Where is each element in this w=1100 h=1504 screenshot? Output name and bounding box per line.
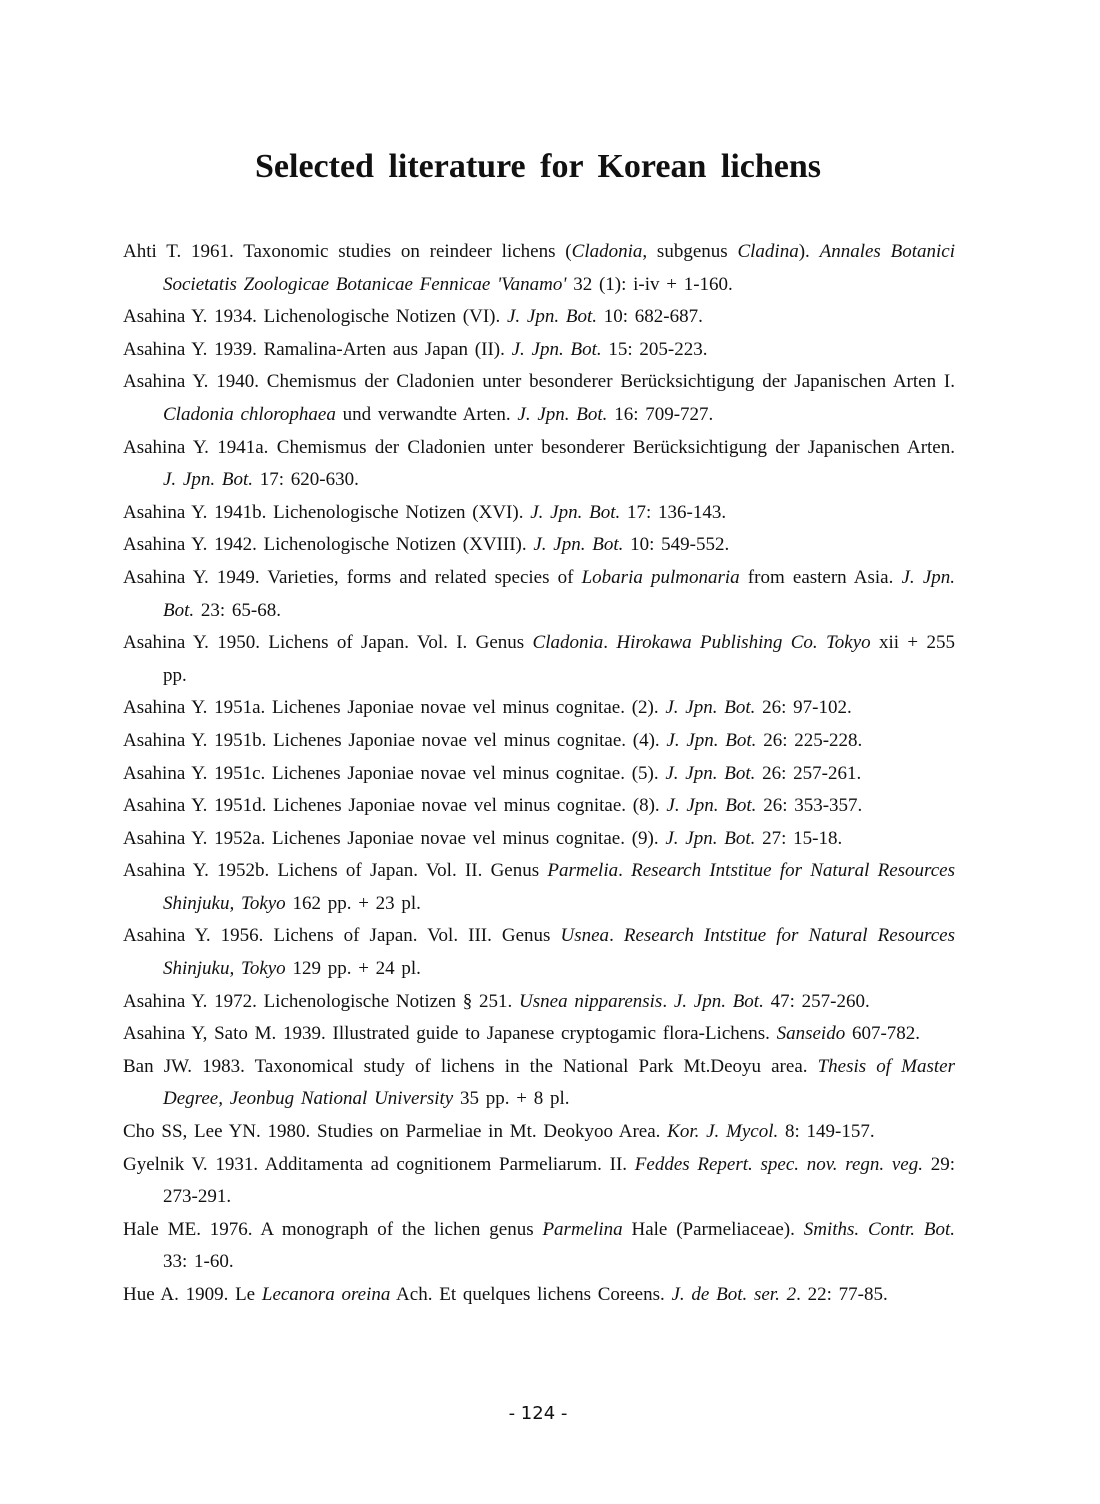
reference-italic-text: J. Jpn. Bot. xyxy=(511,338,602,360)
reference-item xyxy=(123,758,955,791)
reference-italic-text: Usnea xyxy=(560,925,610,947)
reference-item xyxy=(123,301,955,334)
reference-text: . xyxy=(662,990,674,1012)
reference-text: Ach. Et quelques lichens Coreens. xyxy=(390,1284,672,1305)
reference-text: Asahina Y. 1941a. Chemismus der Cladonien unter besonderer Berücksichtigung der Japanischen Arten. xyxy=(123,436,955,458)
reference-italic-text: J. Jpn. Bot. xyxy=(665,827,756,849)
reference-text: 15: 205-223. xyxy=(601,338,708,360)
reference-italic-text: Cladonia xyxy=(571,241,643,262)
reference-italic-text: J. Jpn. Bot. xyxy=(665,697,756,719)
reference-italic-text: Research Intstitue for Natural Resources Shinjuku, Tokyo xyxy=(163,925,956,980)
reference-italic-text: J. Jpn. Bot. xyxy=(530,501,621,523)
reference-item xyxy=(123,1279,955,1312)
reference-text: Asahina Y. 1952b. Lichens of Japan. Vol. II. Genus xyxy=(123,860,548,882)
reference-item xyxy=(123,627,955,692)
reference-italic-text: Research Intstitue for Natural Resources Shinjuku, Tokyo xyxy=(163,860,956,914)
reference-italic-text: Usnea nipparensis xyxy=(519,990,663,1012)
reference-list xyxy=(123,236,955,1312)
reference-italic-text: Parmelina xyxy=(542,1218,623,1240)
reference-item xyxy=(123,1149,955,1214)
page-title: Selected literature for Korean lichens xyxy=(255,148,821,185)
reference-italic-text: Smiths. Contr. Bot. xyxy=(803,1218,955,1240)
reference-italic-text: Cladina xyxy=(737,241,799,262)
reference-text: Asahina Y, Sato M. 1939. Illustrated guide to Japanese cryptogamic flora-Lichens. xyxy=(123,1023,777,1045)
reference-item xyxy=(123,562,955,627)
reference-text: . xyxy=(603,632,617,654)
reference-text: 35 pp. + 8 pl. xyxy=(453,1088,570,1110)
reference-text: Asahina Y. 1949. Varieties, forms and related species of xyxy=(123,566,582,588)
reference-text: Hue A. 1909. Le xyxy=(123,1284,262,1305)
reference-text: Asahina Y. 1972. Lichenologische Notizen § 251. xyxy=(123,990,520,1012)
reference-text: 129 pp. + 24 pl. xyxy=(285,958,421,980)
page-number: - 124 - xyxy=(508,1403,568,1424)
reference-text: 26: 353-357. xyxy=(756,795,863,817)
reference-item xyxy=(123,334,955,367)
reference-text: 607-782. xyxy=(845,1023,921,1045)
reference-italic-text: J. Jpn. Bot. xyxy=(673,990,764,1012)
reference-italic-text: J. Jpn. Bot. xyxy=(507,306,598,328)
reference-text: 16: 709-727. xyxy=(607,403,714,425)
reference-text: ). xyxy=(798,241,820,262)
reference-item xyxy=(123,529,955,562)
reference-italic-text: Cladonia xyxy=(532,632,604,654)
reference-item xyxy=(123,366,955,431)
reference-text: 10: 682-687. xyxy=(597,306,703,328)
reference-text: xii + 255 pp. xyxy=(163,632,955,686)
reference-item xyxy=(123,497,955,530)
reference-italic-text: J. de Bot. ser. 2 xyxy=(671,1284,797,1305)
reference-text: Ahti T. 1961. Taxonomic studies on reindeer lichens ( xyxy=(123,241,572,262)
reference-text: . xyxy=(609,925,624,947)
reference-text: 26: 257-261. xyxy=(755,762,862,784)
reference-text: . 22: 77-85. xyxy=(796,1284,888,1305)
reference-item xyxy=(123,823,955,856)
reference-italic-text: Parmelia xyxy=(547,860,619,882)
reference-text: Asahina Y. 1940. Chemismus der Cladonien unter besonderer Berücksichtigung der Japanischen Arten I. xyxy=(123,371,955,393)
reference-text: Asahina Y. 1951b. Lichenes Japoniae novae vel minus cognitae. (4). xyxy=(123,729,667,751)
reference-item xyxy=(123,855,955,920)
reference-text: 8: 149-157. xyxy=(778,1121,875,1143)
reference-italic-text: J. Jpn. Bot. xyxy=(665,762,756,784)
reference-italic-text: J. Jpn. Bot. xyxy=(163,566,956,621)
reference-text: Hale (Parmeliaceae). xyxy=(622,1218,804,1240)
reference-item xyxy=(123,986,955,1019)
reference-italic-text: Kor. J. Mycol. xyxy=(667,1121,779,1143)
reference-italic-text: J. Jpn. Bot. xyxy=(666,795,757,817)
reference-text: from eastern Asia. xyxy=(739,566,902,588)
reference-item xyxy=(123,236,955,301)
reference-italic-text: Sanseido xyxy=(776,1023,846,1045)
reference-item xyxy=(123,692,955,725)
reference-text: 10: 549-552. xyxy=(623,534,730,556)
reference-text: , subgenus xyxy=(642,241,738,262)
reference-text: Gyelnik V. 1931. Additamenta ad cognitionem Parmeliarum. II. xyxy=(123,1153,635,1175)
reference-text: Ban JW. 1983. Taxonomical study of lichens in the National Park Mt.Deoyu area. xyxy=(123,1055,818,1077)
reference-text: 26: 225-228. xyxy=(756,729,863,751)
reference-item xyxy=(123,1214,955,1279)
reference-text: Asahina Y. 1941b. Lichenologische Notizen (XVI). xyxy=(123,501,531,523)
reference-text: Cho SS, Lee YN. 1980. Studies on Parmeliae in Mt. Deokyoo Area. xyxy=(123,1121,668,1143)
reference-italic-text: Feddes Repert. spec. nov. regn. veg. xyxy=(634,1153,923,1175)
reference-text: Asahina Y. 1950. Lichens of Japan. Vol. I. Genus xyxy=(123,632,533,654)
reference-item xyxy=(123,920,955,985)
reference-item xyxy=(123,1051,955,1116)
reference-text: . xyxy=(618,860,632,882)
reference-text: 47: 257-260. xyxy=(763,990,870,1012)
reference-text: Asahina Y. 1942. Lichenologische Notizen (XVIII). xyxy=(123,534,534,556)
reference-text: Asahina Y. 1939. Ramalina-Arten aus Japan (II). xyxy=(123,338,512,360)
reference-text: 32 (1): i-iv + 1-160. xyxy=(566,273,733,295)
reference-text: 23: 65-68. xyxy=(194,599,281,621)
reference-italic-text: J. Jpn. Bot. xyxy=(533,534,624,556)
reference-text: und verwandte Arten. xyxy=(335,403,518,425)
reference-text: Asahina Y. 1934. Lichenologische Notizen (VI). xyxy=(123,306,507,328)
reference-italic-text: Cladonia chlorophaea xyxy=(163,403,336,425)
reference-text: 26: 97-102. xyxy=(755,697,852,719)
reference-italic-text: Thesis of Master Degree, Jeonbug National University xyxy=(163,1055,955,1110)
reference-text: Asahina Y. 1951d. Lichenes Japoniae novae vel minus cognitae. (8). xyxy=(123,795,667,817)
reference-text: 17: 136-143. xyxy=(620,501,727,523)
reference-text: Asahina Y. 1952a. Lichenes Japoniae novae vel minus cognitae. (9). xyxy=(123,827,666,849)
reference-italic-text: J. Jpn. Bot. xyxy=(517,403,608,425)
reference-italic-text: Lecanora oreina xyxy=(261,1284,391,1305)
reference-italic-text: Annales Botanici Societatis Zoologicae Botanicae Fennicae 'Vanamo' xyxy=(163,241,955,295)
reference-text: 17: 620-630. xyxy=(253,469,359,491)
reference-item xyxy=(123,790,955,823)
reference-text: 29: 273-291. xyxy=(163,1153,955,1208)
reference-item xyxy=(123,1116,955,1149)
reference-item xyxy=(123,1018,955,1051)
reference-italic-text: J. Jpn. Bot. xyxy=(163,469,254,491)
reference-text: 33: 1-60. xyxy=(163,1251,234,1273)
reference-item xyxy=(123,432,955,497)
reference-text: 162 pp. + 23 pl. xyxy=(285,892,421,914)
reference-text: Hale ME. 1976. A monograph of the lichen genus xyxy=(123,1218,543,1240)
reference-italic-text: Lobaria pulmonaria xyxy=(581,566,740,588)
reference-text: Asahina Y. 1956. Lichens of Japan. Vol. III. Genus xyxy=(123,925,561,947)
reference-text: Asahina Y. 1951a. Lichenes Japoniae novae vel minus cognitae. (2). xyxy=(123,697,666,719)
reference-italic-text: J. Jpn. Bot. xyxy=(666,729,757,751)
reference-text: Asahina Y. 1951c. Lichenes Japoniae novae vel minus cognitae. (5). xyxy=(123,762,666,784)
reference-item xyxy=(123,725,955,758)
reference-text: 27: 15-18. xyxy=(755,827,843,849)
reference-italic-text: Hirokawa Publishing Co. Tokyo xyxy=(616,632,871,654)
